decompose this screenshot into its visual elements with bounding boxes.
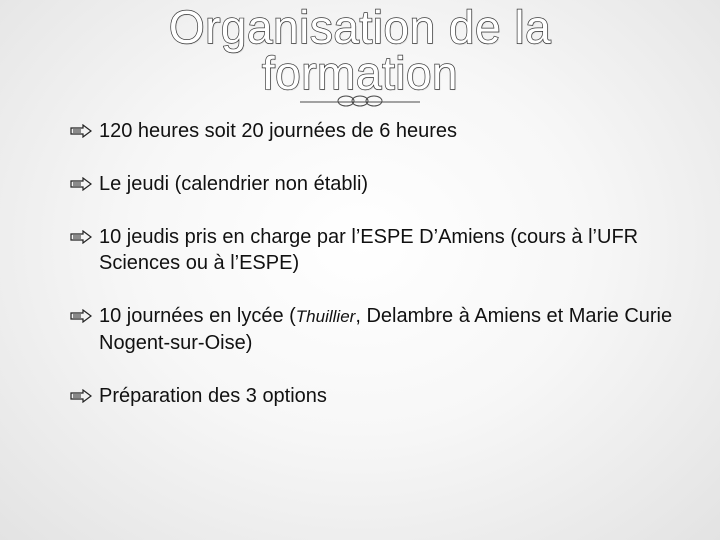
title-ornament-icon [300,94,420,108]
bullet-text-italic: Thuillier [295,307,356,326]
arrow-right-icon [70,124,92,138]
bullet-text: 120 heures soit 20 journées de 6 heures [99,120,458,142]
arrow-right-icon [70,230,92,244]
slide-title-line-2: formation [261,47,459,99]
bullet-text: Préparation des 3 options [99,385,327,407]
arrow-right-icon [70,389,92,403]
bullet-text-after: , Delambre à Amiens et Marie Curie Nogent-sur-Oise) [99,305,673,354]
bullet-item [70,224,690,276]
bullet-item [70,303,690,356]
arrow-right-icon [70,309,92,323]
bullet-text: 10 jeudis pris en charge par l’ESPE D’Amiens (cours à l’UFR Sciences ou à l’ESPE) [99,226,639,274]
bullet-text-before: 10 journées en lycée ( [99,305,296,327]
slide-title [0,1,720,99]
bullet-text: Le jeudi (calendrier non établi) [99,173,369,195]
slide-title-line-1: Organisation de la [168,1,552,53]
bullet-item [70,118,690,144]
bullet-item [70,171,690,197]
bullet-item [70,383,690,409]
bullet-list [70,118,690,409]
arrow-right-icon [70,177,92,191]
